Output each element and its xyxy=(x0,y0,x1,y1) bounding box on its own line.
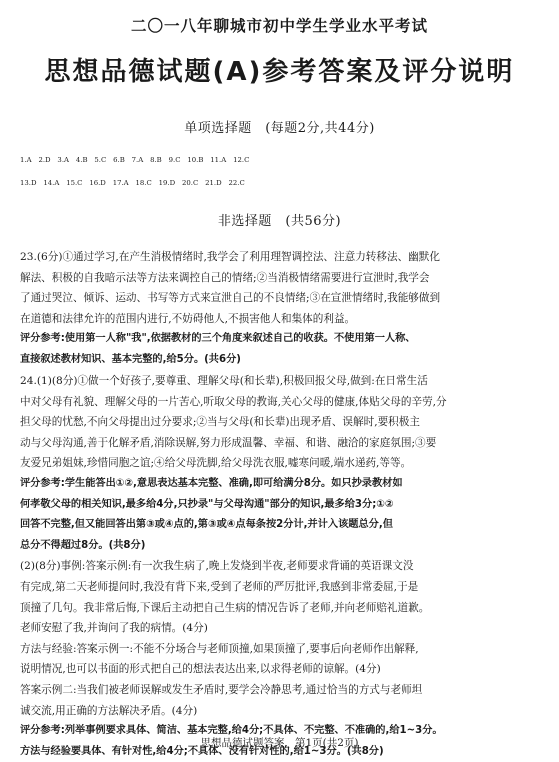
q24-line: 中对父母有礼貌、理解父母的一片苦心,听取父母的教诲,关心父母的健康,体贴父母的辛劳,分 xyxy=(20,395,447,408)
q24-scoring2-line: 方法与经验要具体、有针对性,给4分;不具体、没有针对性的,给1~3分。(共8分) xyxy=(20,745,384,757)
q24-line: 动与父母沟通,善于化解矛盾,消除误解,努力形成温馨、幸福、和谐、融洽的家庭氛围;③要 xyxy=(20,436,437,449)
q23-line: 23.(6分)①通过学习,在产生消极情绪时,我学会了利用理智调控法、注意力转移法、幽默化 xyxy=(20,251,440,263)
q23-scoring-line: 直接叙述教材知识、基本完整的,给5分。(共6分) xyxy=(20,353,241,365)
q24-scoring2-line: 评分参考:列举事例要求具体、简洁、基本完整,给4分;不具体、不完整、不准确的,给1~3分。 xyxy=(20,725,443,737)
q24-line: 24.(1)(8分)①做一个好孩子,要尊重、理解父母(和长辈),积极回报父母,做到:在日常生活 xyxy=(20,375,428,387)
q24-part2-line: 老师安慰了我,并询问了我的病情。(4分) xyxy=(20,622,208,635)
q24-line: 担父母的忧愁,不向父母提出过分要求;②当与父母(和长辈)出现矛盾、误解时,要积极主 xyxy=(20,416,420,429)
page-footer: 思想品德试题答案 第1页(共2页) xyxy=(200,737,359,749)
question-24 xyxy=(20,371,547,762)
answers-row-2: 13.D 14.A 15.C 16.D 17.A 18.C 19.D 20.C 21.D 22.C xyxy=(20,179,245,187)
exam-title: 二〇一八年聊城市初中学生学业水平考试 xyxy=(130,16,428,35)
q24-method1-line: 说明情况,也可以书面的形式把自己的想法表达出来,以求得老师的谅解。(4分) xyxy=(20,663,381,676)
answer-key-title: 思想品德试题(A)参考答案及评分说明 xyxy=(44,57,515,87)
q24-scoring-line: 评分参考:学生能答出①②,意思表达基本完整、准确,即可给满分8分。如只抄录教材如 xyxy=(20,477,403,489)
non-choice-heading: 非选择题 (共56分) xyxy=(217,214,342,229)
q24-method2-line: 答案示例二:当我们被老师误解或发生矛盾时,要学会冷静思考,通过恰当的方式与老师坦 xyxy=(20,683,423,696)
answers-row-1: 1.A 2.D 3.A 4.B 5.C 6.B 7.A 8.B 9.C 10.B 11.A 12.C xyxy=(20,156,250,164)
q24-part2-line: (2)(8分)事例:答案示例:有一次我生病了,晚上发烧到半夜,老师要求背诵的英语课文没 xyxy=(20,560,414,573)
q23-line: 在道德和法律允许的范围内进行,不妨碍他人,不损害他人和集体的利益。 xyxy=(20,312,356,325)
q23-line: 了通过哭泣、倾诉、运动、书写等方式来宣泄自己的不良情绪;③在宣泄情绪时,我能够做到 xyxy=(20,292,441,305)
question-23 xyxy=(20,247,547,371)
q24-method1-line: 方法与经验:答案示例一:不能不分场合与老师顶撞,如果顶撞了,要事后向老师作出解释, xyxy=(20,642,419,655)
q24-scoring-line: 总分不得超过8分。(共8分) xyxy=(20,539,146,551)
q23-line: 解法、积极的自我暗示法等方法来调控自己的情绪;②当消极情绪需要进行宣泄时,我学会 xyxy=(20,271,430,284)
multiple-choice-heading: 单项选择题 (每题2分,共44分) xyxy=(184,121,375,136)
q23-scoring-line: 评分参考:使用第一人称"我",依据教材的三个角度来叙述自己的收获。不使用第一人称、 xyxy=(20,333,416,345)
q24-part2-line: 顶撞了几句。我非常后悔,下课后主动把自己生病的情况告诉了老师,并向老师赔礼道歉。 xyxy=(20,601,430,614)
q24-scoring-line: 回答不完整,但又能回答出第③或④点的,第③或④点每条按2分计,并计入该题总分,但 xyxy=(20,519,393,531)
q24-scoring-line: 何孝敬父母的相关知识,最多给4分,只抄录"与父母沟通"部分的知识,最多给3分;①② xyxy=(20,498,394,510)
q24-line: 友爱兄弟姐妹,珍惜同胞之谊;④给父母洗脚,给父母洗衣服,嘘寒问暖,端水递药,等等。 xyxy=(20,457,412,470)
q24-method2-line: 诚交流,用正确的方法解决矛盾。(4分) xyxy=(20,704,198,717)
multiple-choice-answers xyxy=(20,149,550,195)
q24-part2-line: 有完成,第二天老师提问时,我没有背下来,受到了老师的严厉批评,我感到非常委屈,于是 xyxy=(20,580,419,593)
